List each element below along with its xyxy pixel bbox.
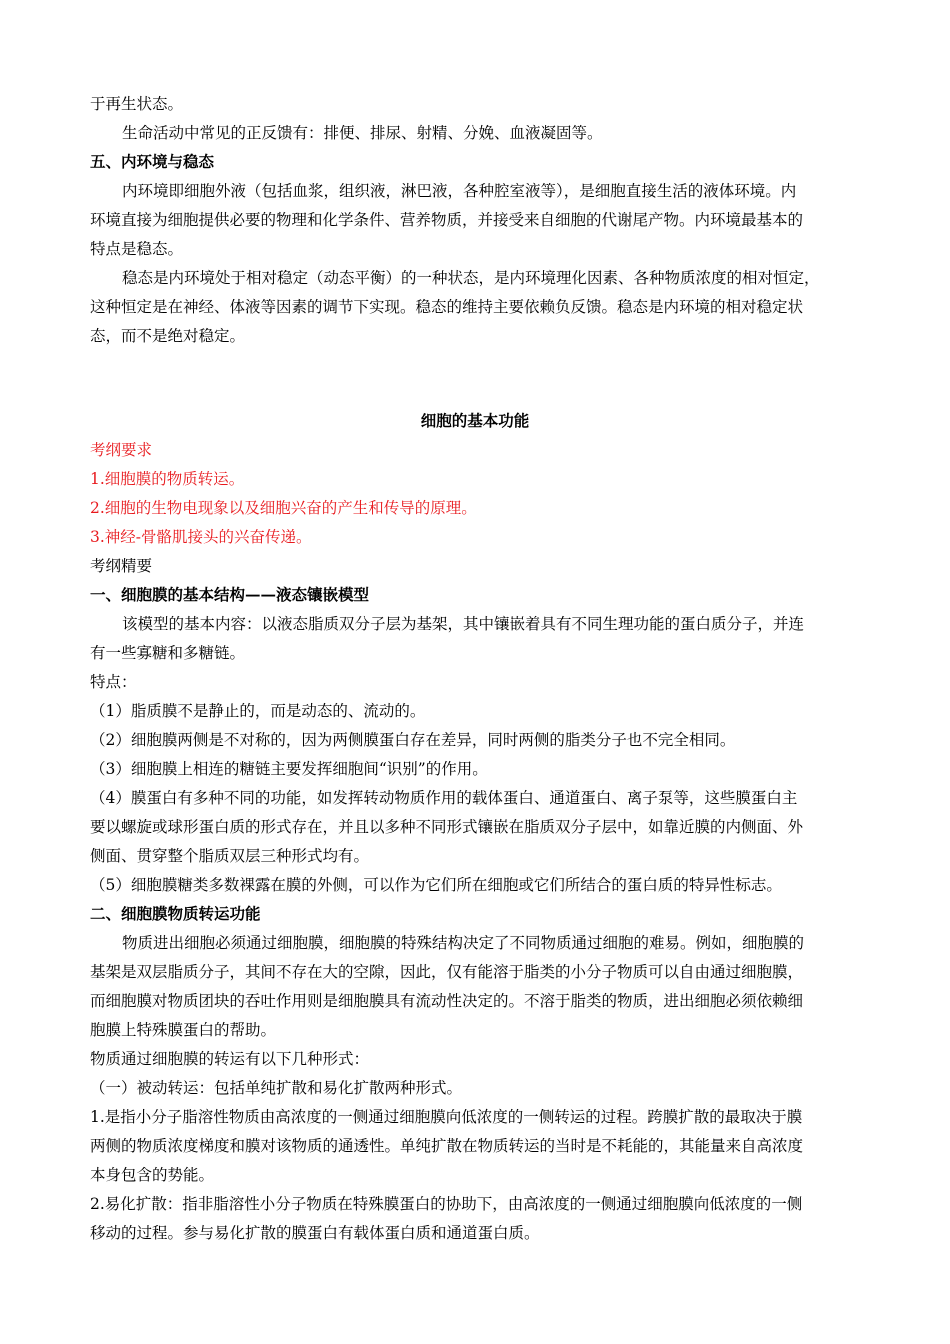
paragraph-line: 胞膜上特殊膜蛋白的帮助。 xyxy=(90,1021,277,1039)
features-label: 特点： xyxy=(90,673,137,691)
chapter-title: 细胞的基本功能 xyxy=(420,411,530,430)
paragraph-line: 生命活动中常见的正反馈有：排便、排尿、射精、分娩、血液凝固等。 xyxy=(122,124,603,142)
paragraph-line: 有一些寡糖和多糖链。 xyxy=(90,644,246,662)
exam-requirement-item: 2.细胞的生物电现象以及细胞兴奋的产生和传导的原理。 xyxy=(90,499,477,517)
section-heading-homeostasis: 五、内环境与稳态 xyxy=(90,152,215,171)
section-heading-transport: 二、细胞膜物质转运功能 xyxy=(90,904,261,923)
paragraph-line: 两侧的物质浓度梯度和膜对该物质的通透性。单纯扩散在物质转运的当时是不耗能的，其能量来自高浓度 xyxy=(90,1137,804,1155)
feature-item: （4）膜蛋白有多种不同的功能，如发挥转动物质作用的载体蛋白、通道蛋白、离子泵等，这些膜蛋白主 xyxy=(90,789,798,807)
paragraph-line: 物质进出细胞必须通过细胞膜，细胞膜的特殊结构决定了不同物质通过细胞的难易。例如，细胞膜的 xyxy=(122,934,805,952)
paragraph-line: 特点是稳态。 xyxy=(90,240,184,258)
exam-requirement-item: 3.神经-骨骼肌接头的兴奋传递。 xyxy=(90,528,312,546)
section-heading-membrane-structure: 一、细胞膜的基本结构——液态镶嵌模型 xyxy=(90,585,370,604)
paragraph-line: 该模型的基本内容：以液态脂质双分子层为基架，其中镶嵌着具有不同生理功能的蛋白质分子，并连 xyxy=(122,615,805,633)
paragraph-line: 这种恒定是在神经、体液等因素的调节下实现。稳态的维持主要依赖负反馈。稳态是内环境的相对稳定状 xyxy=(90,298,804,316)
feature-item: （5）细胞膜糖类多数裸露在膜的外侧，可以作为它们所在细胞或它们所结合的蛋白质的特异性标志。 xyxy=(90,876,782,894)
paragraph-line: 而细胞膜对物质团块的吞吐作用则是细胞膜具有流动性决定的。不溶于脂类的物质，进出细胞必须依赖细 xyxy=(90,992,804,1010)
feature-item-continued: 要以螺旋或球形蛋白质的形式存在，并且以多种不同形式镶嵌在脂质双分子层中，如靠近膜的内侧面、外 xyxy=(90,818,804,836)
paragraph-line: 移动的过程。参与易化扩散的膜蛋白有载体蛋白质和通道蛋白质。 xyxy=(90,1224,540,1242)
feature-item-continued: 侧面、贯穿整个脂质双层三种形式均有。 xyxy=(90,847,370,865)
feature-item: （3）细胞膜上相连的糖链主要发挥细胞间“识别”的作用。 xyxy=(90,760,488,778)
paragraph-line: 于再生状态。 xyxy=(90,95,184,113)
paragraph-line: 环境直接为细胞提供必要的物理和化学条件、营养物质，并接受来自细胞的代谢尾产物。内环境最基本的 xyxy=(90,211,804,229)
paragraph-line: 内环境即细胞外液（包括血浆，组织液，淋巴液，各种腔室液等），是细胞直接生活的液体环境。内 xyxy=(122,182,797,200)
feature-item: （1）脂质膜不是静止的，而是动态的、流动的。 xyxy=(90,702,426,720)
subsection-passive-transport: （一）被动转运：包括单纯扩散和易化扩散两种形式。 xyxy=(90,1079,463,1097)
paragraph-line: 态，而不是绝对稳定。 xyxy=(90,327,246,345)
paragraph-line: 2.易化扩散：指非脂溶性小分子物质在特殊膜蛋白的协助下，由高浓度的一侧通过细胞膜向低浓度的一侧 xyxy=(90,1195,803,1213)
paragraph-line: 基架是双层脂质分子，其间不存在大的空隙，因此，仅有能溶于脂类的小分子物质可以自由通过细胞膜， xyxy=(90,963,804,981)
feature-item: （2）细胞膜两侧是不对称的，因为两侧膜蛋白存在差异，同时两侧的脂类分子也不完全相同。 xyxy=(90,731,736,749)
exam-requirements-heading: 考纲要求 xyxy=(90,441,153,459)
paragraph-line: 物质通过细胞膜的转运有以下几种形式： xyxy=(90,1050,370,1068)
paragraph-line: 1.是指小分子脂溶性物质由高浓度的一侧通过细胞膜向低浓度的一侧转运的过程。跨膜扩散的最取决于膜 xyxy=(90,1108,803,1126)
paragraph-line: 稳态是内环境处于相对稳定（动态平衡）的一种状态，是内环境理化因素、各种物质浓度的相对恒定， xyxy=(122,269,820,287)
exam-essentials-heading: 考纲精要 xyxy=(90,557,153,575)
paragraph-line: 本身包含的势能。 xyxy=(90,1166,215,1184)
exam-requirement-item: 1.细胞膜的物质转运。 xyxy=(90,470,245,488)
